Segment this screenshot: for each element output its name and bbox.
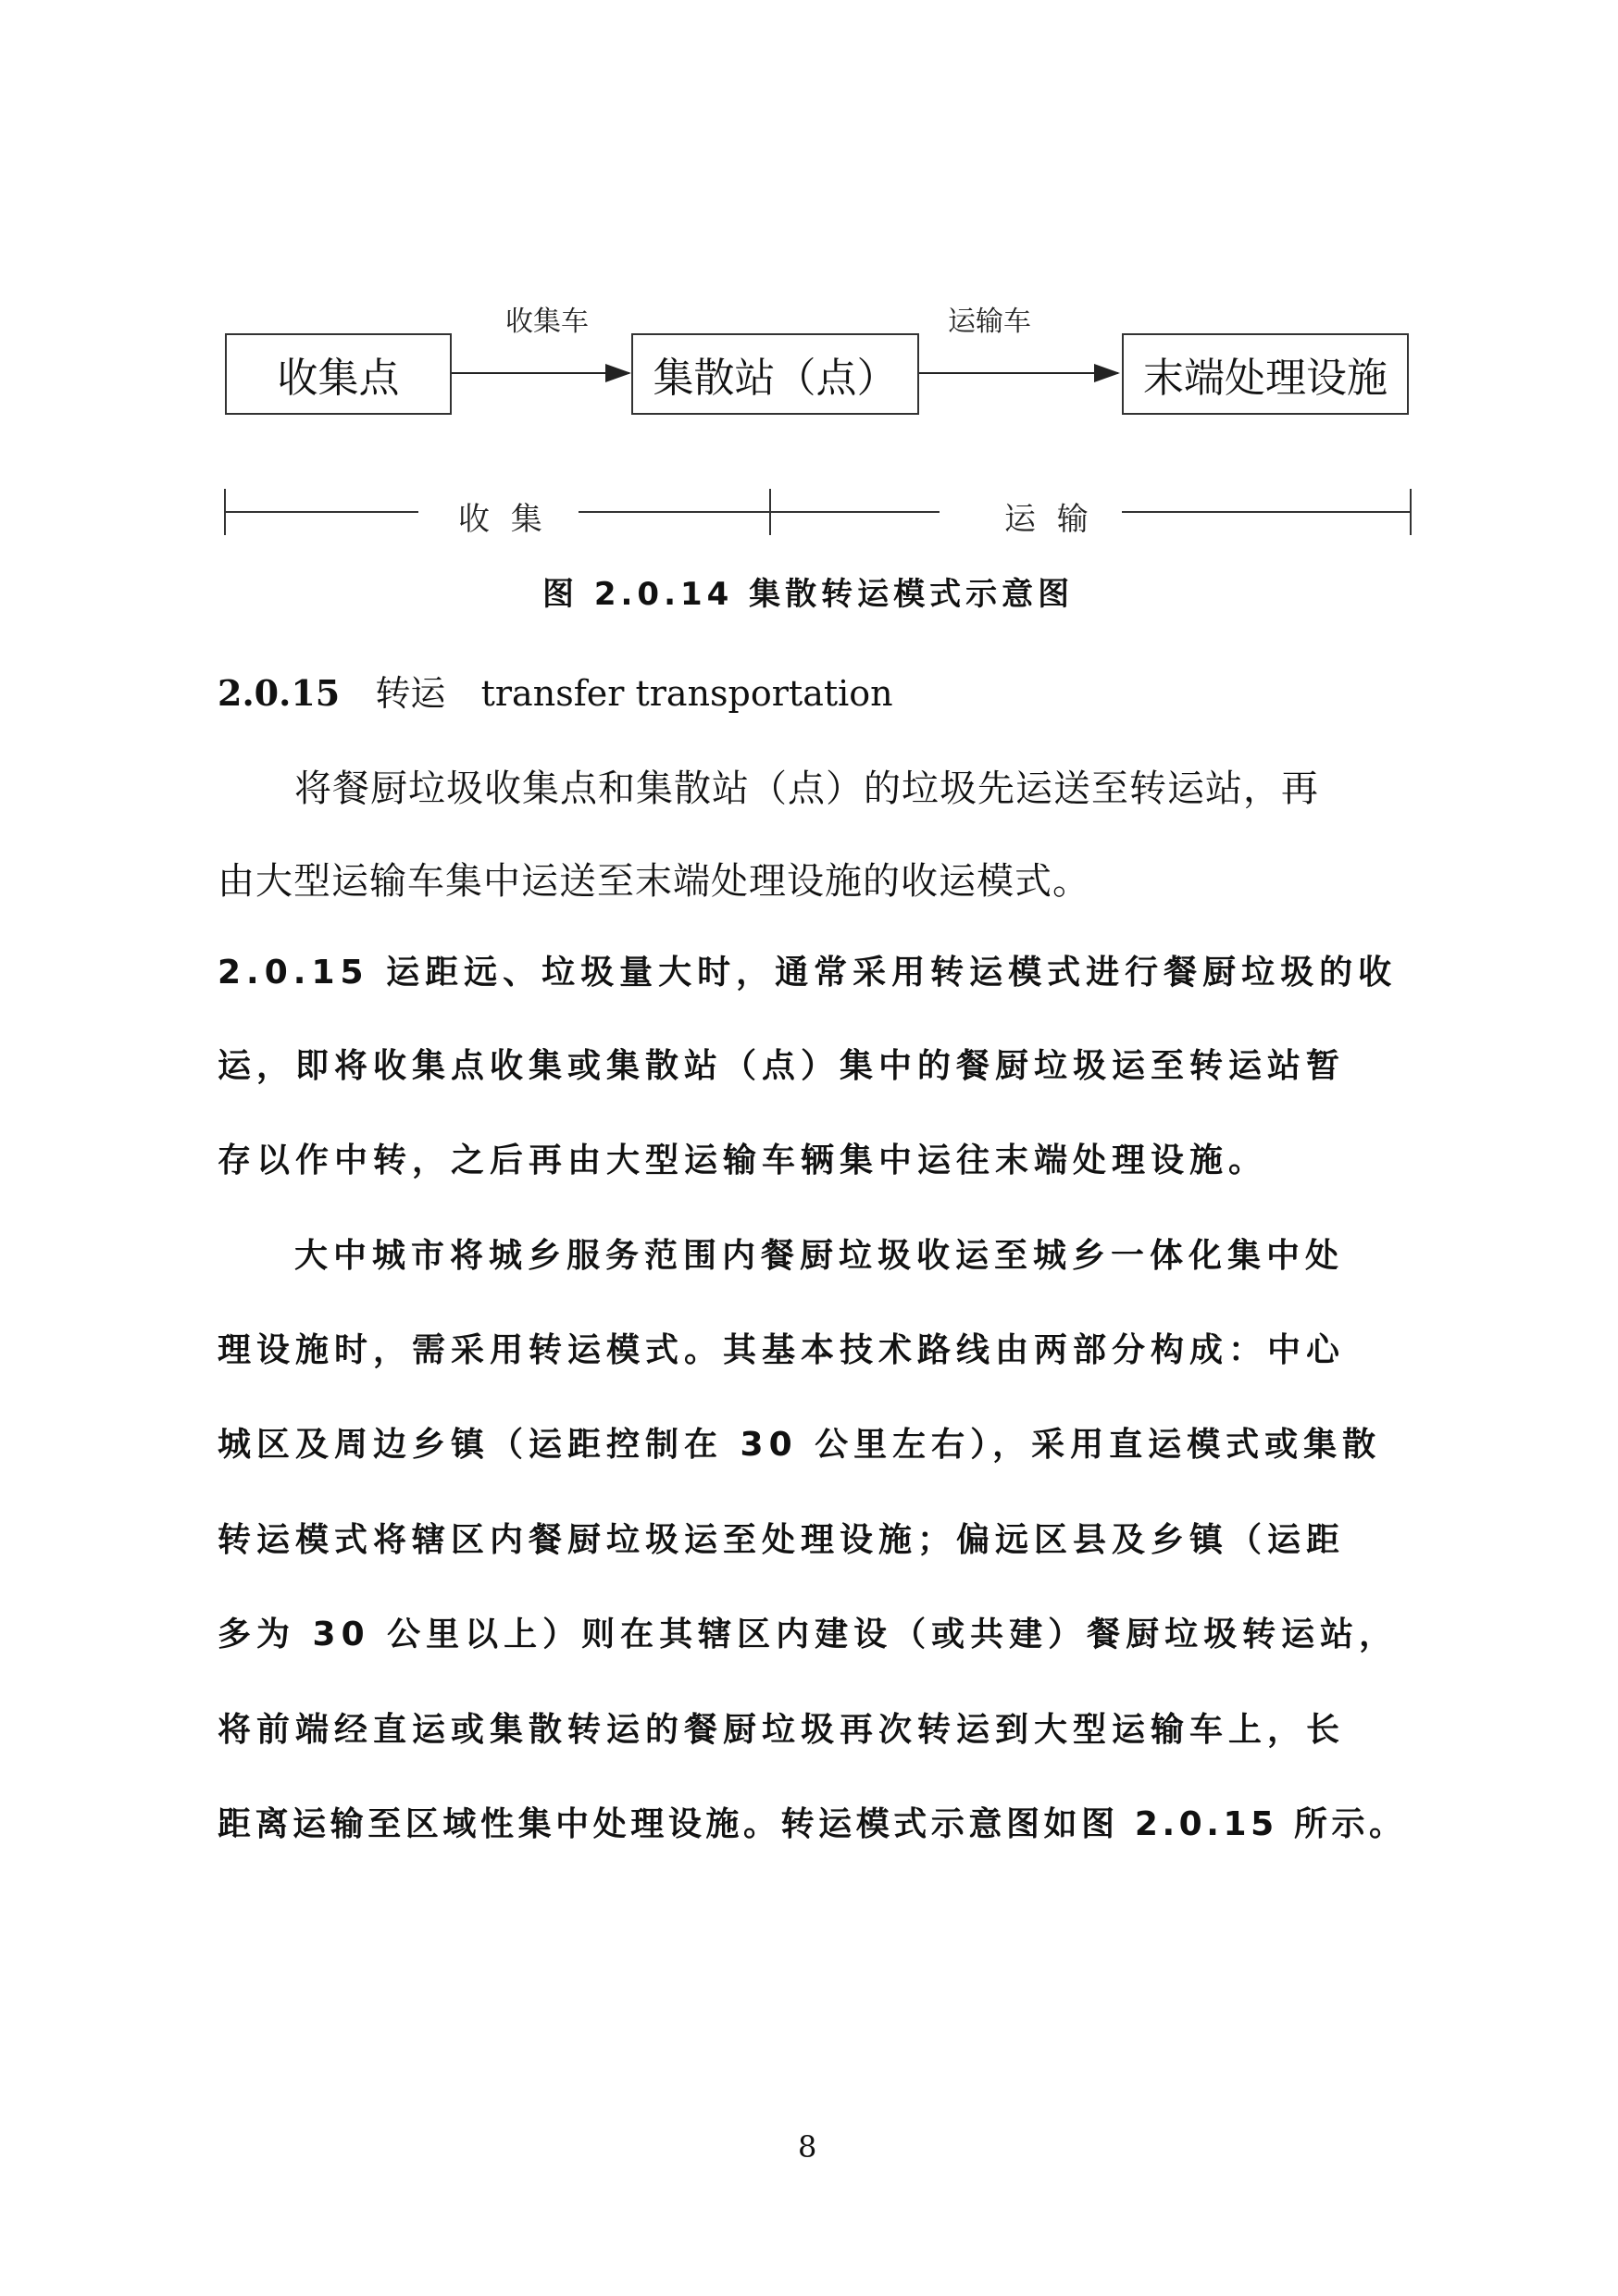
term-zh: 转运 xyxy=(375,673,446,714)
stage-label-collection: 收 集 xyxy=(458,501,548,538)
arrow-label-collection-vehicle: 收集车 xyxy=(505,306,589,338)
commentary-line-5: 理设施时，需采用转运模式。其基本技术路线由两部分构成：中心 xyxy=(218,1331,1346,1369)
box-distribution-station: 集散站（点） xyxy=(631,333,919,415)
commentary-line-7: 转运模式将辖区内餐厨垃圾运至处理设施；偏远区县及乡镇（运距 xyxy=(218,1521,1346,1559)
commentary-line-2: 运，即将收集点收集或集散站（点）集中的餐厨垃圾运至转运站暂 xyxy=(218,1047,1346,1085)
commentary-line-3: 存以作中转，之后再由大型运输车辆集中运往末端处理设施。 xyxy=(218,1142,1268,1179)
commentary-line-8: 多为 30 公里以上）则在其辖区内建设（或共建）餐厨垃圾转运站， xyxy=(218,1616,1399,1653)
figure-caption: 图 2.0.14 集散转运模式示意图 xyxy=(542,576,1075,613)
stage-label-transport: 运 输 xyxy=(1004,501,1094,538)
commentary-line-9: 将前端经直运或集散转运的餐厨垃圾再次转运到大型运输车上，长 xyxy=(218,1711,1346,1749)
commentary-line-1: 2.0.15 运距远、垃圾量大时，通常采用转运模式进行餐厨垃圾的收 xyxy=(218,954,1398,992)
box-terminal-facility: 末端处理设施 xyxy=(1122,333,1409,415)
page-number: 8 xyxy=(798,2129,817,2165)
arrow-label-transport-vehicle: 运输车 xyxy=(948,306,1031,338)
box-collection-point: 收集点 xyxy=(225,333,452,415)
commentary-line-4: 大中城市将城乡服务范围内餐厨垃圾收运至城乡一体化集中处 xyxy=(294,1237,1345,1275)
commentary-line-6: 城区及周边乡镇（运距控制在 30 公里左右），采用直运模式或集散 xyxy=(218,1426,1382,1464)
term-heading xyxy=(218,665,893,716)
commentary-line-10: 距离运输至区域性集中处理设施。转运模式示意图如图 2.0.15 所示。 xyxy=(218,1805,1407,1843)
term-number: 2.0.15 xyxy=(218,672,341,714)
definition-line-1: 将餐厨垃圾收集点和集散站（点）的垃圾先运送至转运站，再 xyxy=(294,767,1319,810)
term-en: transfer transportation xyxy=(480,673,893,714)
definition-line-2: 由大型运输车集中运送至末端处理设施的收运模式。 xyxy=(218,860,1090,903)
